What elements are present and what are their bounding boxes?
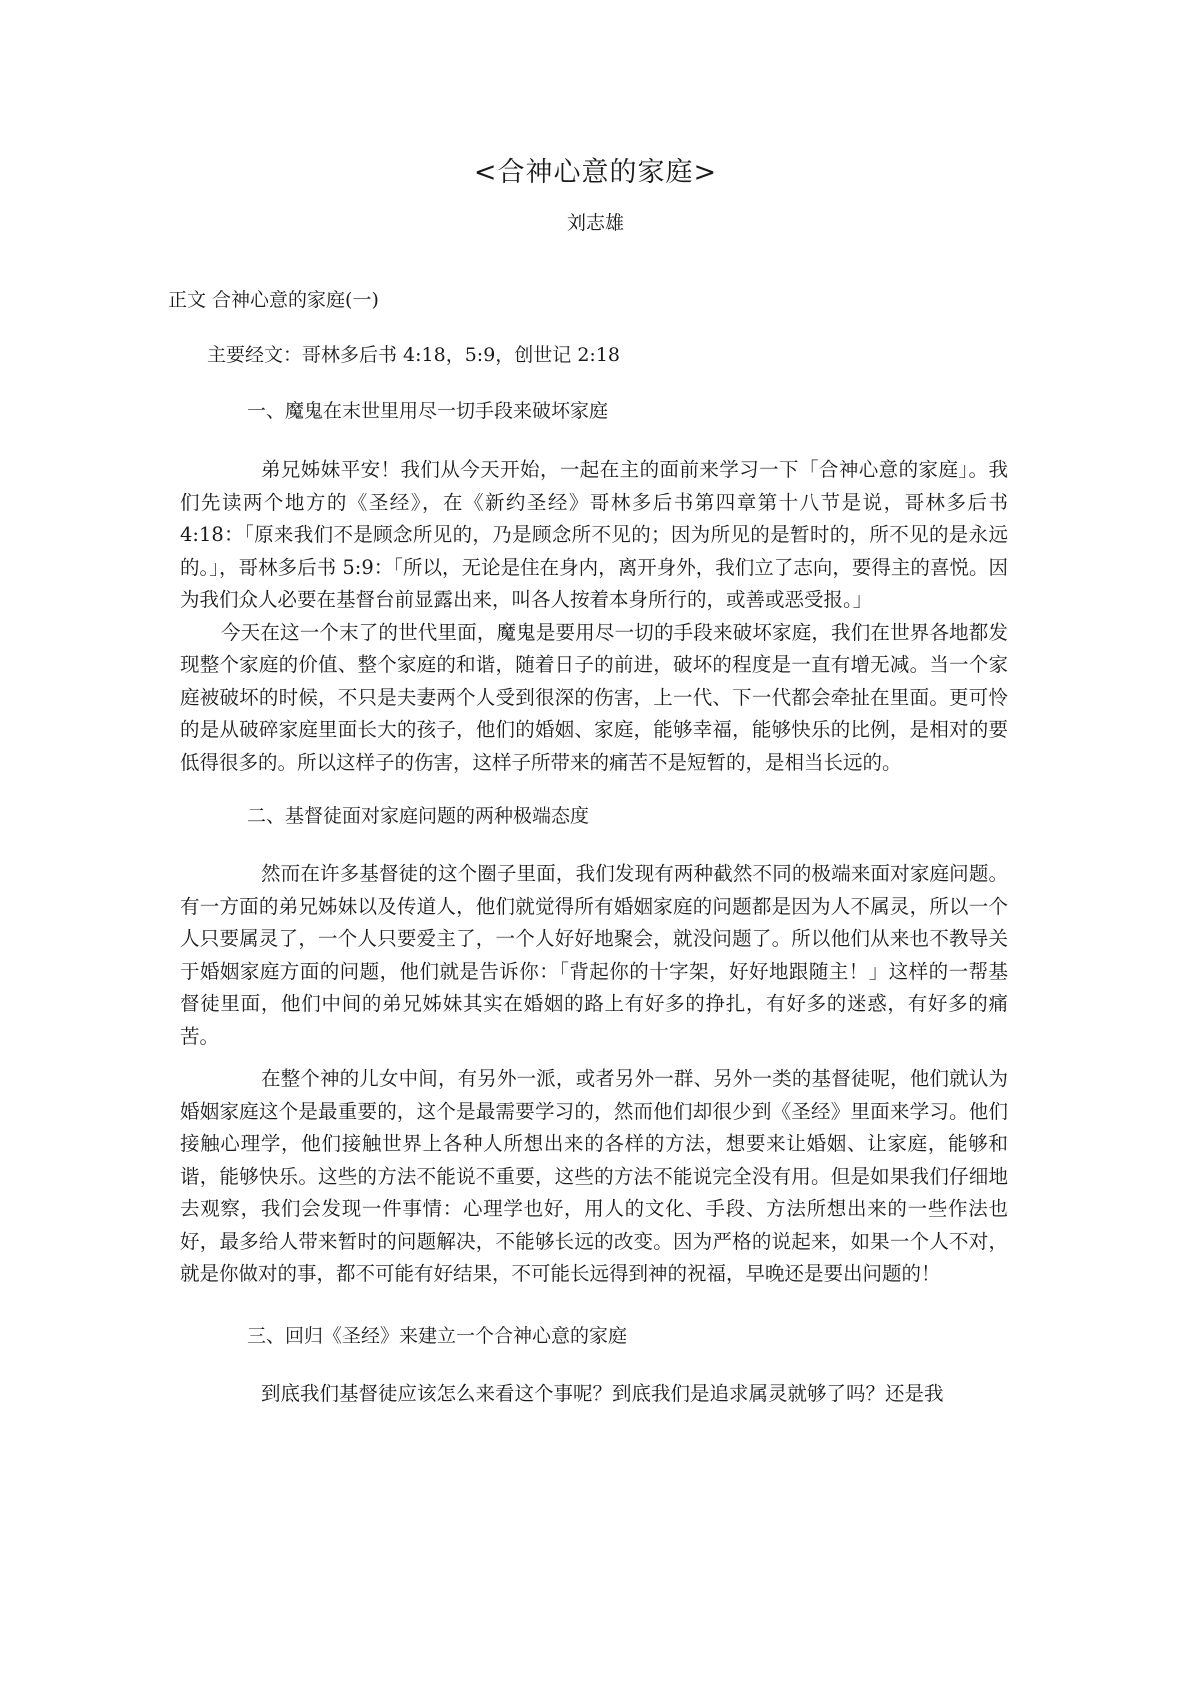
paragraph-3-block xyxy=(180,858,1008,1053)
paragraph-5: 到底我们基督徒应该怎么来看这个事呢？到底我们是追求属灵就够了吗？还是我 xyxy=(261,1382,944,1405)
paragraph-4: 在整个神的儿女中间，有另外一派，或者另外一群、另外一类的基督徒呢，他们就认为婚姻家庭这个是最重要的，这个是最需要学习的，然而他们却很少到《圣经》里面来学习。他们接触心理学，他们接触世界上各种人所想出来的各样的方法，想要来让婚姻、让家庭，能够和谐，能够快乐。这些的方法不能说不重要，这些的方法不能说完全没有用。但是如果我们仔细地去观察，我们会发现一件事情：心理学也好，用人的文化、手段、方法所想出来的一些作法也好，最多给人带来暂时的问题解决，不能够长远的改变。因为严格的说起来，如果一个人不对，就是你做对的事，都不可能有好结果，不可能长远得到神的祝福，早晚还是要出问题的！ xyxy=(180,1067,1008,1285)
section-1-body xyxy=(180,454,1008,779)
heading-section-2: 二、基督徒面对家庭问题的两种极端态度 xyxy=(247,805,590,827)
paragraph-4-block xyxy=(180,1063,1008,1291)
document-author: 刘志雄 xyxy=(566,212,624,234)
paragraph-2: 今天在这一个末了的世代里面，魔鬼是要用尽一切的手段来破坏家庭，我们在世界各地都发现整个家庭的价值、整个家庭的和谐，随着日子的前进，破坏的程度是一直有增无减。当一个家庭被破坏的时候，不只是夫妻两个人受到很深的伤害，上一代、下一代都会牵扯在里面。更可怜的是从破碎家庭里面长大的孩子，他们的婚姻、家庭，能够幸福，能够快乐的比例，是相对的要低得很多的。所以这样子的伤害，这样子所带来的痛苦不是短暂的，是相当长远的。 xyxy=(180,620,1008,774)
heading-section-1: 一、魔鬼在末世里用尽一切手段来破坏家庭 xyxy=(247,400,609,422)
paragraph-5-block xyxy=(180,1378,1008,1412)
document-title: <合神心意的家庭> xyxy=(473,157,718,188)
paragraph-3: 然而在许多基督徒的这个圈子里面，我们发现有两种截然不同的极端来面对家庭问题。有一方面的弟兄姊妹以及传道人，他们就觉得所有婚姻家庭的问题都是因为人不属灵，所以一个人只要属灵了，一个人只要爱主了，一个人好好地聚会，就没问题了。所以他们从来也不教导关于婚姻家庭方面的问题，他们就是告诉你：「背起你的十字架，好好地跟随主！」这样的一帮基督徒里面，他们中间的弟兄姊妹其实在婚姻的路上有好多的挣扎，有好多的迷惑，有好多的痛苦。 xyxy=(180,862,1008,1048)
section-label: 正文 合神心意的家庭(一) xyxy=(168,289,379,311)
heading-section-3: 三、回归《圣经》来建立一个合神心意的家庭 xyxy=(247,1325,628,1347)
paragraph-1: 弟兄姊妹平安！我们从今天开始，一起在主的面前来学习一下「合神心意的家庭」。我们先读两个地方的《圣经》，在《新约圣经》哥林多后书第四章第十八节是说，哥林多后书 4:18：「原来我们不是顾念所见的，乃是顾念所不见的；因为所见的是暂时的，所不见的是永远的。」，哥林多后书 5:9：「所以，无论是住在身内，离开身外，我们立了志向，要得主的喜悦。因为我们众人必要在基督台前显露出来，叫各人按着本身所行的，或善或恶受报。」 xyxy=(180,458,1008,611)
scripture-references: 主要经文：哥林多后书 4:18，5:9，创世记 2:18 xyxy=(207,344,620,366)
